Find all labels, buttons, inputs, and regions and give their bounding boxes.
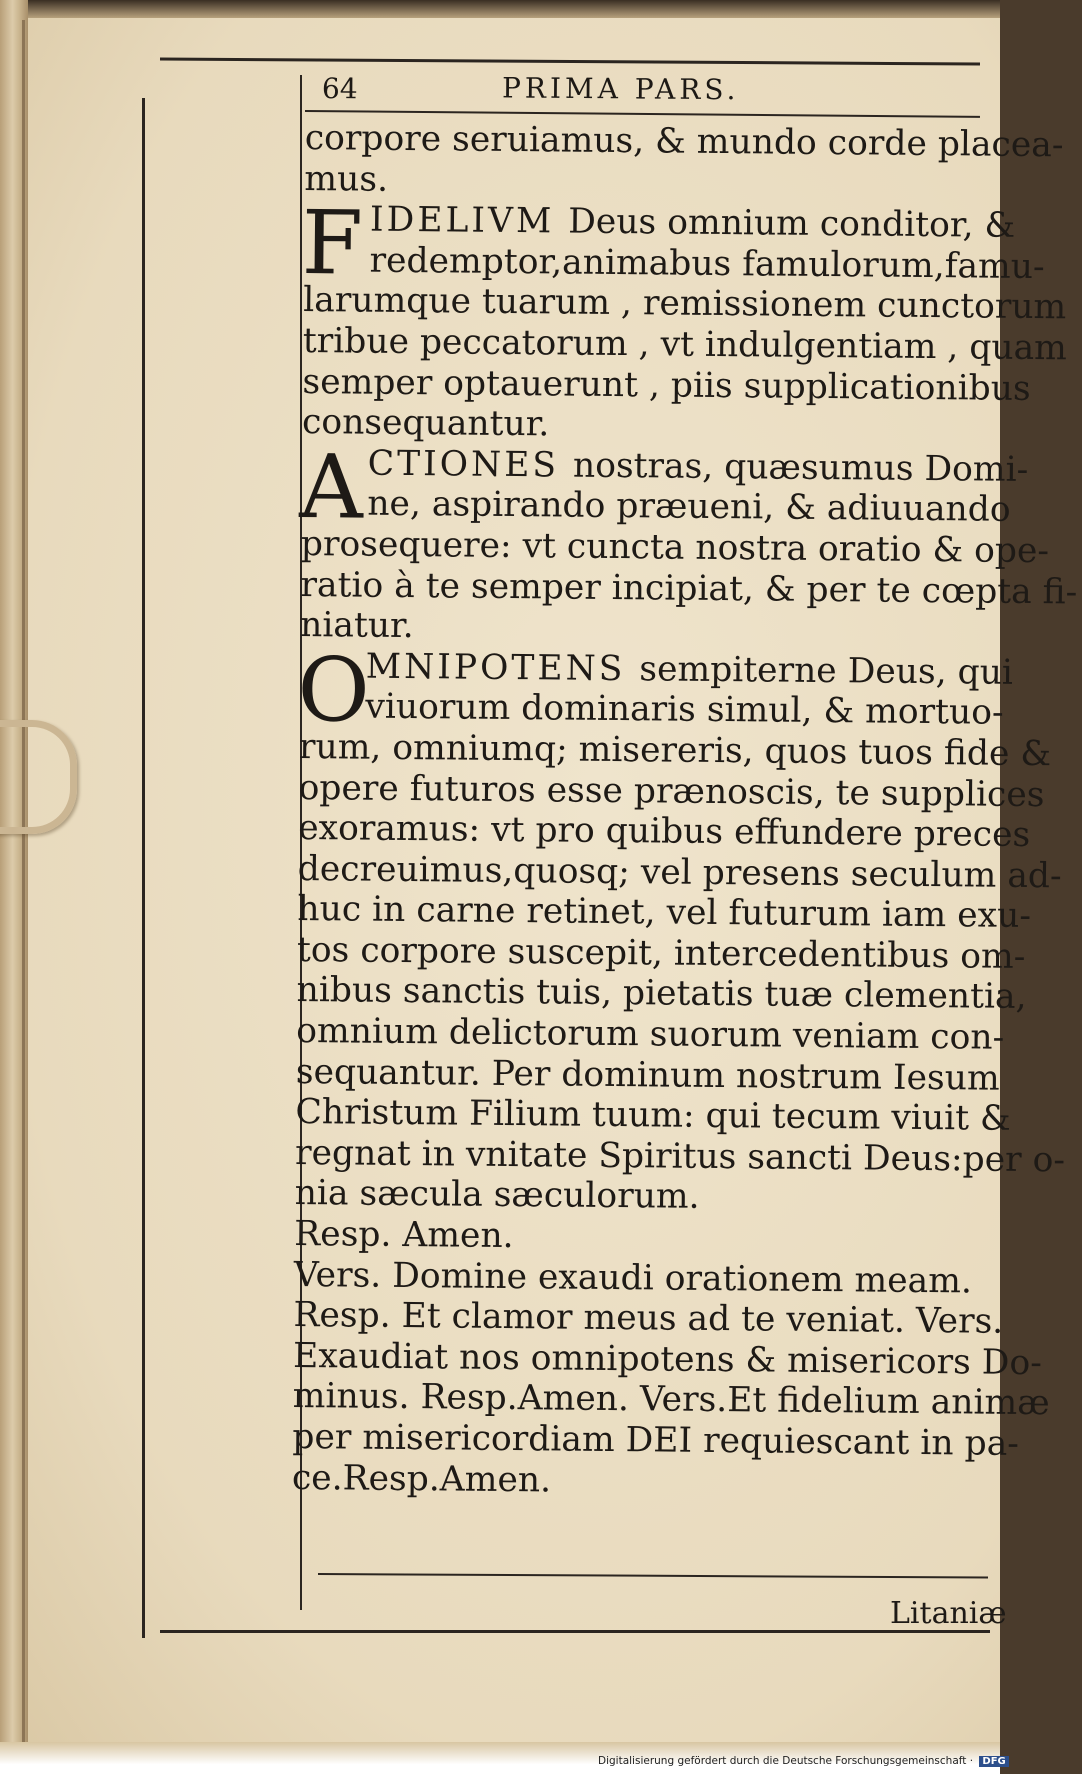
running-head-title: PRIMA PARS. [501, 71, 740, 107]
body-text [291, 118, 1078, 1505]
text-line: Christum Filium tuum: qui tecum viuit & [295, 1092, 1011, 1140]
text-line: rum, omniumq; misereris, quos tuos fide & [298, 726, 1052, 775]
text-line: sempiterne Deus, qui [639, 648, 1014, 693]
text-line: semper optauerunt , piis supplicationibus [302, 361, 1031, 409]
credit-text: Digitalisierung gefördert durch die Deutsche Forschungsgemeinschaft · [598, 1755, 974, 1767]
text-line: exoramus: vt pro quibus effundere preces [297, 808, 1031, 856]
text-line: niatur. [299, 605, 414, 647]
page-top-edge [0, 0, 1000, 18]
running-head [322, 68, 982, 117]
book-clasp [0, 720, 77, 834]
text-line: huc in carne retinet, vel futurum iam exu- [297, 889, 1032, 937]
response-line: Resp. Et clamor meus ad te veniat. Vers. [293, 1295, 1004, 1342]
text-line: opere futuros esse prænoscis, te supplices [298, 767, 1045, 815]
fore-edge-line [22, 20, 25, 1760]
catchword: Litaniæ [890, 1596, 1007, 1631]
drop-capital: F [301, 191, 364, 295]
text-line: omnium delictorum suorum veniam con- [296, 1011, 1005, 1058]
text-line: per misericordiam DEI requiescant in pa- [292, 1416, 1020, 1464]
page-number: 64 [321, 72, 358, 106]
text-line: minus. Resp.Amen. Vers.Et fidelium animæ [292, 1376, 1050, 1424]
text-line: nia sæcula sæculorum. [294, 1173, 700, 1218]
text-line: larumque tuarum , remissionem cunctorum [303, 280, 1067, 328]
footer-rule [318, 1573, 988, 1579]
lead-word: IDELIVM [369, 199, 569, 242]
text-line: prosequere: vt cuncta nostra oratio & ope- [300, 523, 1050, 572]
drop-capital: A [298, 434, 364, 539]
text-line: regnat in vnitate Spiritus sancti Deus:per o- [294, 1132, 1066, 1181]
text-line: tos corpore suscepit, intercedentibus om- [296, 929, 1026, 977]
dfg-logo: DFG [979, 1756, 1008, 1767]
text-line: sequantur. Per dominum nostrum Iesum [295, 1051, 1000, 1099]
outer-frame-top [160, 57, 980, 65]
text-line: redemptor,animabus famulorum,famu- [369, 240, 1045, 287]
text-line: viuorum dominaris simul, & mortuo- [365, 686, 1004, 734]
lead-word: CTIONES [367, 443, 574, 486]
text-line: ne, aspirando præueni, & adiuuando [367, 483, 1011, 531]
text-line: ratio à te semper incipiat, & per te cœpta fi- [300, 564, 1078, 612]
outer-frame-left [142, 98, 145, 1638]
versicle-line: Vers. Domine exaudi orationem meam. [293, 1254, 973, 1302]
response-line: Resp. Amen. [294, 1213, 514, 1257]
text-line: decreuimus,quosq; vel presens seculum ad- [297, 848, 1062, 896]
text-line: Exaudiat nos omnipotens & misericors Do- [292, 1335, 1043, 1383]
outer-frame-bottom [160, 1630, 990, 1633]
text-line: mus. [304, 158, 389, 200]
lead-word: MNIPOTENS [365, 646, 640, 689]
text-line: nibus sanctis tuis, pietatis tuæ clementia, [296, 970, 1027, 1018]
text-line: ce.Resp.Amen. [291, 1457, 552, 1501]
text-line: tribue peccatorum , vt indulgentiam , quam [302, 320, 1068, 369]
drop-capital: O [297, 637, 371, 742]
digitization-credit [598, 1755, 1009, 1767]
text-line: Deus omnium conditor, & [568, 201, 1016, 247]
text-line: corpore seruiamus, & mundo corde placea- [304, 118, 1064, 166]
text-line: consequantur. [301, 402, 550, 445]
text-line: nostras, quæsumus Domi- [572, 445, 1029, 490]
